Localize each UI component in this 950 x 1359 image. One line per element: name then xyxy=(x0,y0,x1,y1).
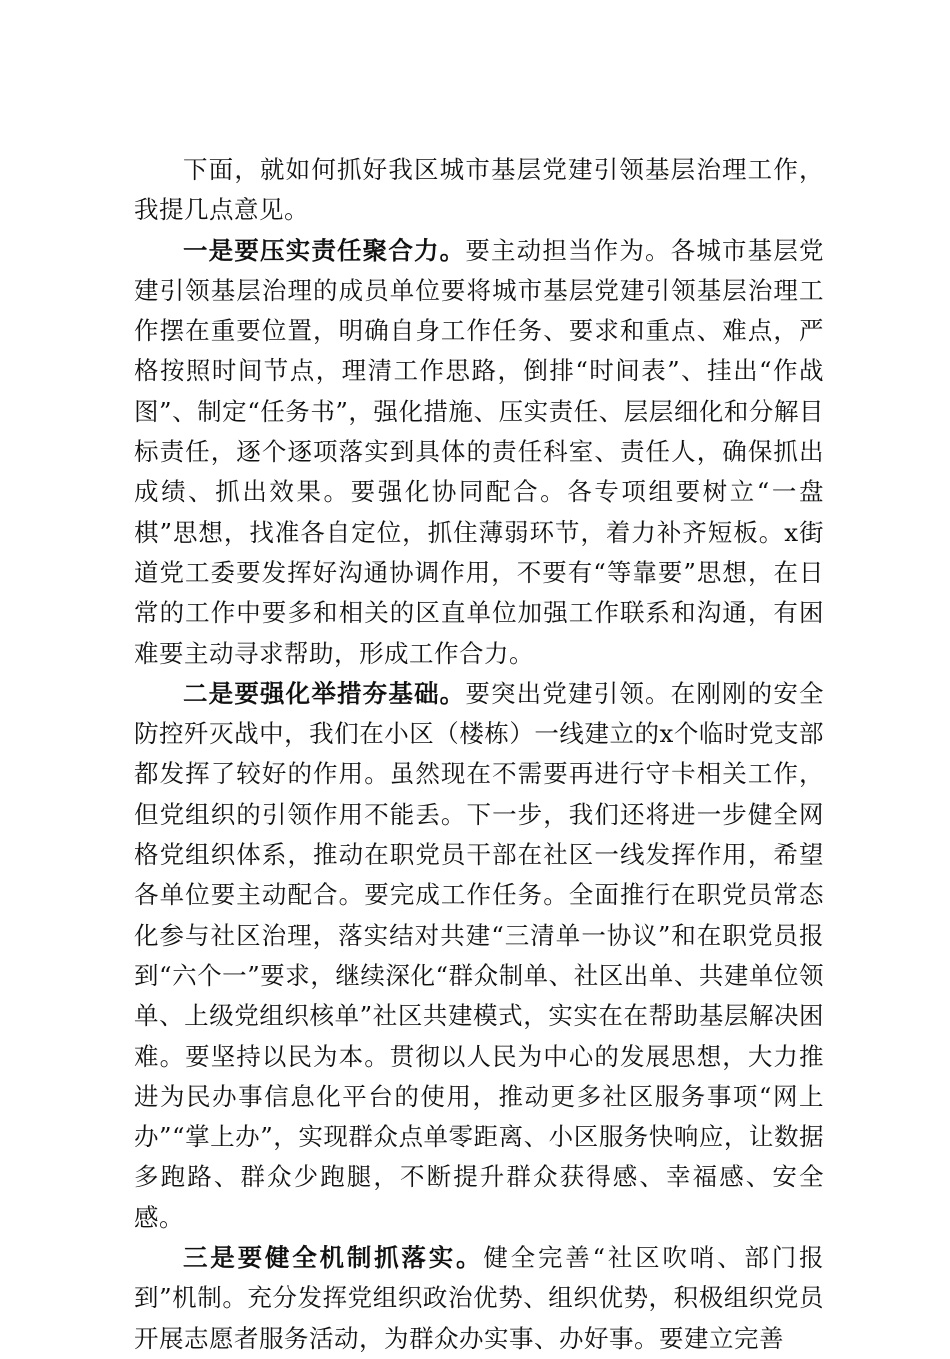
section-paragraph-1 xyxy=(134,231,824,674)
section-paragraph-3 xyxy=(134,1238,824,1359)
section-paragraph-2 xyxy=(134,674,824,1238)
section-body-1: 要主动担当作为。各城市基层党建引领基层治理的成员单位要将城市基层党建引领基层治理工作摆在重要位置，明确自身工作任务、要求和重点、难点，严格按照时间节点，理清工作思路，倒排“时间表”、挂出“作战图”、制定“任务书”，强化措施、压实责任、层层细化和分解目标责任，逐个逐项落实到具体的责任科室、责任人，确保抓出成绩、抓出效果。要强化协同配合。各专项组要树立“一盘棋”思想，找准各自定位，抓住薄弱环节，着力补齐短板。x街道党工委要发挥好沟通协调作用，不要有“等靠要”思想，在日常的工作中要多和相关的区直单位加强工作联系和沟通，有困难要主动寻求帮助，形成工作合力。 xyxy=(134,235,825,668)
intro-paragraph: 下面，就如何抓好我区城市基层党建引领基层治理工作，我提几点意见。 xyxy=(134,155,824,225)
section-body-3: 健全完善“社区吹哨、部门报到”机制。充分发挥党组织政治优势、组织优势，积极组织党员开展志愿者服务活动，为群众办实事、办好事。要建立完善 xyxy=(134,1243,825,1353)
document-page xyxy=(134,150,824,1359)
section-lead-3: 三是要健全机制抓落实。 xyxy=(183,1243,484,1273)
section-lead-2: 二是要强化举措夯基础。 xyxy=(183,678,466,708)
section-body-2: 要突出党建引领。在刚刚的安全防控歼灭战中，我们在小区（楼栋）一线建立的x个临时党支部都发挥了较好的作用。虽然现在不需要再进行守卡相关工作，但党组织的引领作用不能丢。下一步，我们还将进一步健全网格党组织体系，推动在职党员干部在社区一线发挥作用，希望各单位要主动配合。要完成工作任务。全面推行在职党员常态化参与社区治理，落实结对共建“三清单一协议”和在职党员报到“六个一”要求，继续深化“群众制单、社区出单、共建单位领单、上级党组织核单”社区共建模式，实实在在帮助基层解决困难。要坚持以民为本。贯彻以人民为中心的发展思想，大力推进为民办事信息化平台的使用，推动更多社区服务事项“网上办”“掌上办”，实现群众点单零距离、小区服务快响应，让数据多跑路、群众少跑腿，不断提升群众获得感、幸福感、安全感。 xyxy=(134,678,825,1232)
section-lead-1: 一是要压实责任聚合力。 xyxy=(183,235,466,265)
